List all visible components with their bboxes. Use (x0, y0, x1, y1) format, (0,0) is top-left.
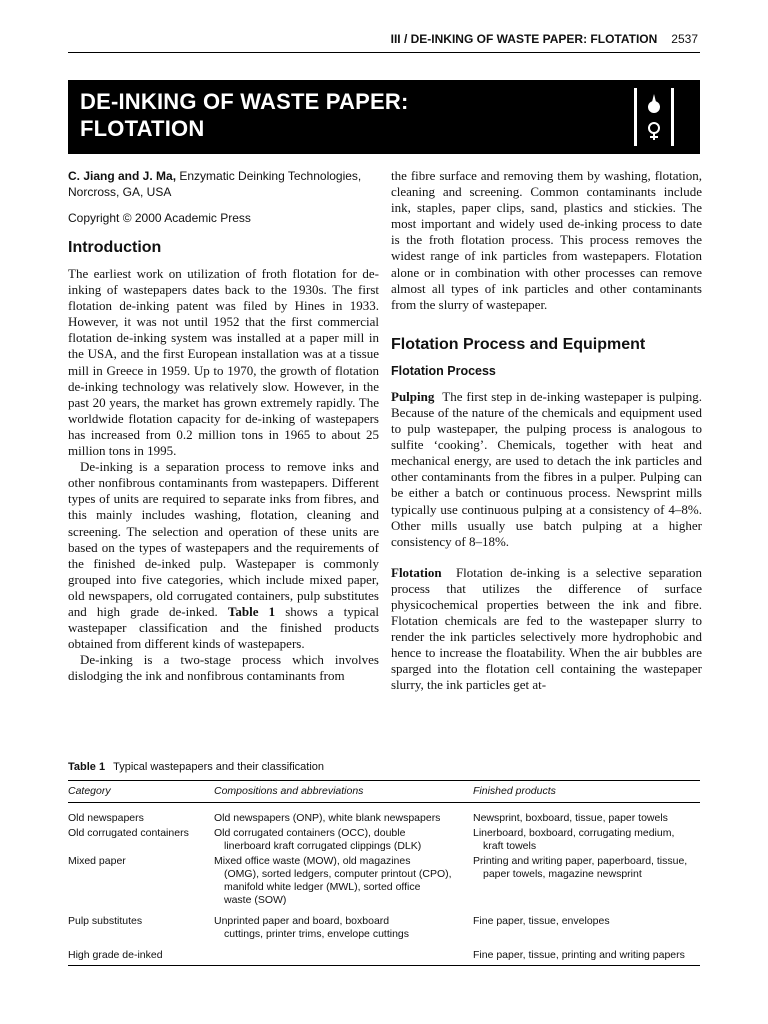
running-title: III / DE-INKING OF WASTE PAPER: FLOTATION (390, 32, 658, 46)
table-label: Table 1 (68, 761, 106, 773)
cell-products: Linerboard, boxboard, corrugating medium, kraft towels (473, 827, 675, 852)
cell-compositions: Old newspapers (ONP), white blank newspapers (214, 812, 441, 824)
col-header-category: Category (68, 781, 214, 803)
cell-compositions: Mixed office waste (MOW), old magazines (OMG), sorted ledgers, computer printout (CPO), manifold white ledger (MWL), sorted office waste (SOW) (214, 855, 452, 906)
cell-category: Pulp substitutes (68, 915, 143, 927)
copyright-line: Copyright © 2000 Academic Press (68, 211, 251, 225)
cell-products: Fine paper, tissue, printing and writing papers (473, 948, 700, 966)
cell-category: High grade de-inked (68, 948, 214, 966)
col-header-finished-products: Finished products (473, 781, 700, 803)
intro-p2-text: De-inking is a separation process to remove inks and other nonfibrous contaminants from wastepapers. Different types of units are required to separate inks from fibres, and this mainly includes washing, flotation, cleaning and screening. The selection and operation of these units are based on the types of wastepapers and the requirements of the finished de-inked pulp. Wastepaper is commonly grouped into five categories, which include mixed paper, old newspapers, old corrugated containers, pulp substitutes and high grade de-inked. (68, 459, 379, 619)
flotation-paragraph (391, 565, 702, 694)
cell-compositions: Unprinted paper and board, boxboard cuttings, printer trims, envelope cuttings (214, 915, 410, 940)
cell-category: Mixed paper (68, 855, 126, 867)
running-header (391, 32, 698, 46)
table-row (68, 914, 700, 942)
flotation-process-equipment-heading: Flotation Process and Equipment (391, 335, 646, 353)
table-row (68, 854, 700, 908)
introduction-heading: Introduction (68, 239, 162, 256)
right-column (391, 168, 702, 694)
pulping-text: The first step in de-inking wastepaper is pulping. Because of the nature of the chemicals and equipment used to pulp wastepaper, the pulping process is analogous to sulfite ‘cooking’. Chemicals, together with heat and mechanical energy, are used to detach the ink particles and other contaminants from the fibres in a pulper. Pulping can be either a batch or continuous process. Newsprint mills typically use continuous pulping at a consistency of 4–8%. Other mills usually use batch pulping at a higher consistency of 8–18%. (391, 388, 703, 549)
intro-paragraph-3-continued: the fibre surface and removing them by washing, flotation, cleaning and screening. Common contaminants include ink, staples, paper clips, sand, plastics and stickies. The most important and widely used de-inking process to date is the froth flotation process. This process removes the widest range of ink particles from wastepapers. Flotation alone or in combination with other processes can remove almost all types of ink particles and other contaminants from the slurry of wastepaper. (391, 168, 702, 312)
table-row (68, 948, 700, 966)
cell-compositions (214, 948, 473, 966)
table-1 (68, 760, 700, 966)
page-number: 2537 (671, 32, 698, 46)
intro-paragraph-1: The earliest work on utilization of froth flotation for de-inking of wastepapers dates back to the 1930s. The first flotation de-inking patent was filed by Hines in 1933. However, it was not until 1952 that the first commercial flotation de-inking system was installed at a paper mill in the USA, and the first European installation was at a tissue mill in Greece in 1959. Up to 1970, the growth of flotation de-inking technology was relatively slow. However, in the past 20 years, the market has grown extremely rapidly. The worldwide flotation capacity for de-inking of wastepapers has increased from 0.2 million tons in 1965 to about 25 million tons in 1995. (68, 266, 379, 459)
flotation-run-in-head: Flotation (391, 564, 442, 580)
title-line-2: FLOTATION (80, 116, 205, 141)
cell-products: Printing and writing paper, paperboard, tissue, paper towels, magazine newsprint (473, 855, 688, 880)
wastepaper-table (68, 780, 700, 966)
flotation-text: Flotation de-inking is a selective separation process that utilizes the difference of surface physicochemical properties between the ink and fibre. Flotation chemicals are fed to the wastepaper slurry to render the ink particles selectively more hydrophobic and hence to increase the floatability. When the air bubbles are sparged into the flotation cell containing the wastepaper slurry, the ink particles get at- (391, 564, 703, 693)
pulping-paragraph (391, 389, 702, 550)
cell-category: Old newspapers (68, 812, 144, 824)
author-affiliation: Enzymatic Deinking Technologies, Norcross, GA, USA (68, 169, 362, 199)
intro-p2-tail: shows a typical wastepaper classification and the finished products obtained from different kinds of wastepapers. (68, 603, 380, 652)
cell-compositions: Old corrugated containers (OCC), double linerboard kraft corrugated clippings (DLK) (214, 827, 422, 852)
title-line-1: DE-INKING OF WASTE PAPER: (80, 89, 409, 114)
section-emblem-icon (634, 88, 674, 146)
table-caption-text: Typical wastepapers and their classification (113, 761, 325, 773)
author-line (68, 168, 379, 200)
table-1-reference[interactable]: Table 1 (227, 603, 276, 619)
title-banner (68, 80, 700, 154)
cell-products: Newsprint, boxboard, tissue, paper towels (473, 812, 668, 824)
table-row (68, 811, 700, 826)
intro-paragraph-3: De-inking is a two-stage process which involves dislodging the ink and nonfibrous contaminants from (68, 652, 379, 684)
header-rule (68, 52, 700, 53)
cell-category: Old corrugated containers (68, 827, 189, 839)
article-title (80, 88, 409, 142)
table-caption (68, 760, 700, 774)
intro-paragraph-2 (68, 459, 379, 652)
left-column (68, 168, 379, 684)
pulping-run-in-head: Pulping (391, 388, 435, 404)
cell-products: Fine paper, tissue, envelopes (473, 915, 610, 927)
table-row (68, 826, 700, 854)
col-header-compositions: Compositions and abbreviations (214, 781, 473, 803)
author-names: C. Jiang and J. Ma, (68, 169, 177, 183)
table-header-row (68, 781, 700, 803)
flotation-process-subheading: Flotation Process (391, 363, 496, 378)
